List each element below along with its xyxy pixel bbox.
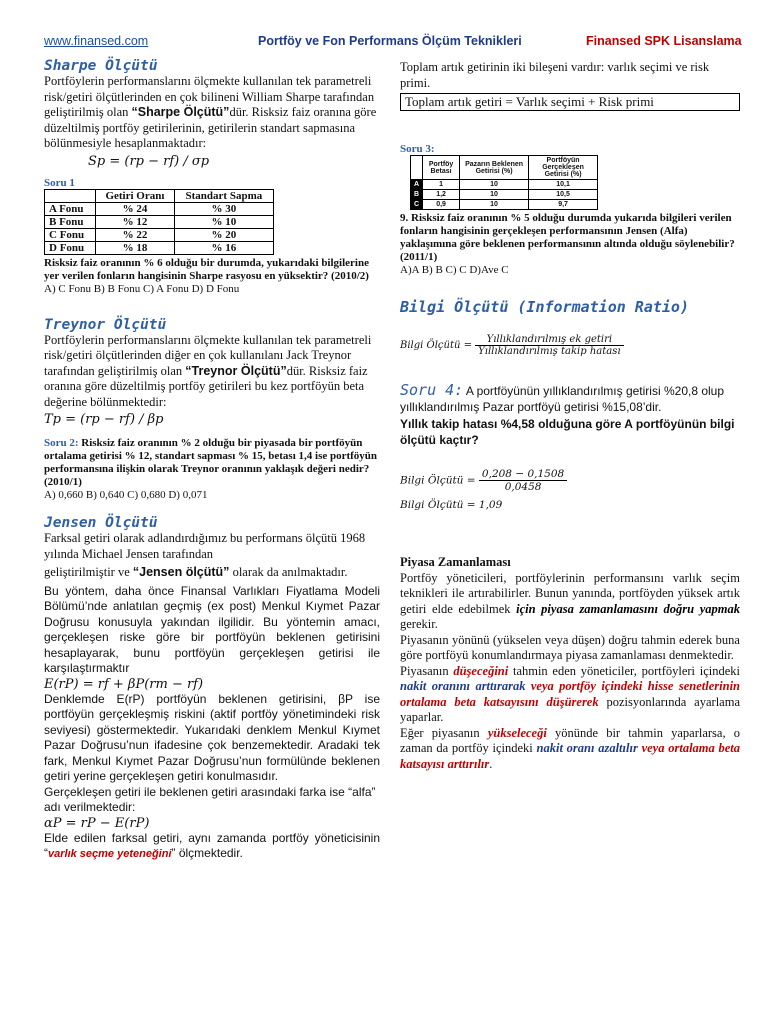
sharpe-text: Portföylerin performanslarını ölçmekte kullanılan tek parametreli risk/getiri ölçütlerinden en çok bilineni William Sharpe tarafından geliştirilmiş olan “Sharpe Ölçütü”dür. Risksiz faiz oranına göre düzeltilmiş portföy getirilerinin, getirilerin standart sapmasına bölünmesiyle hesaplanmaktadır: <box>44 74 377 150</box>
jensen-alpha-text: Gerçekleşen getiri ile beklenen getiri arasındaki farka ise “alfa” adı verilmektedir: <box>44 784 376 814</box>
treynor-heading: Treynor Ölçütü <box>44 316 167 333</box>
jensen-closing: Elde edilen farksal getiri, aynı zamanda portföy yöneticisinin “varlık seçme yeteneğini” ölçmektedir. <box>44 830 380 860</box>
table-row: B 1,2 10 10,5 <box>411 190 598 200</box>
soru4-formula: Bilgi Ölçütü = $\frac{0,208 - 0,1508}{0,0458}$ <box>400 468 740 493</box>
soru3-label: Soru 3: <box>400 143 435 155</box>
jensen-intro: Farksal getiri olarak adlandırdığımız bu performans ölçütü 1968 yılında Michael Jensen tarafından <box>44 531 366 561</box>
soru1-table <box>44 189 274 255</box>
soru1-answers: A) C Fonu B) B Fonu C) A Fonu D) D Fonu <box>44 282 240 295</box>
table-row: B Fonu % 12 % 10 <box>45 215 274 228</box>
piyasa-p4: Eğer piyasanın yükseleceği yönünde bir tahmin yaparlarsa, o zaman da portföy içindeki nakit oranı azaltılır veya ortalama beta katsayısı arttırılır. <box>400 725 741 771</box>
jensen-method: Bu yöntem, daha önce Finansal Varlıkları Fiyatlama Modeli Bölümü’nde anlatılan geçmiş (ex post) Menkul Kıymet Pazar Doğrusu konusuyla yakından ilgilidir. Bu yöntemin amacı, gerçekleşen riske göre bir portföyün beklenen getirisini hesaplayarak, bunu portföyün gerçekleşen getirisi ile karşılaştırmaktır <box>44 583 380 675</box>
soru3-table <box>410 155 598 210</box>
piyasa-heading: Piyasa Zamanlaması <box>400 555 511 569</box>
site-link[interactable]: www.finansed.com <box>44 34 149 48</box>
table-row: C Fonu % 22 % 20 <box>45 228 274 241</box>
jensen-intro-2: geliştirilmiştir ve “Jensen ölçütü” olarak da anılmaktadır. <box>44 565 348 579</box>
table-row: C 0,9 10 9,7 <box>411 200 598 210</box>
soru3-question: 9. Risksiz faiz oranının % 5 olduğu durumda yukarıda bilgileri verilen fonların hangisinin gerçekleşen performansının Jensen (Alfa) yaklaşımına göre beklenen performansının altında olduğu söylenebilir?(2011/1) <box>400 212 735 263</box>
soru2-answers: A) 0,660 B) 0,640 C) 0,680 D) 0,071 <box>44 489 208 501</box>
piyasa-p1: Portföy yöneticileri, portföylerinin performansını varlık seçim teknikleri ile artırabilirler. Bunun yanında, portföyden yüksek artık getiri elde edebilmek için piyasa zamanlamasını doğru yapmak gerekir. <box>400 570 741 631</box>
brand-name: Finansed SPK Lisanslama <box>586 34 742 48</box>
soru1-question: Risksiz faiz oranının % 6 olduğu bir durumda, yukarıdaki bilgilerine yer verilen fonların hangisinin Sharpe rasyosu en yüksektir? (2010/2) <box>44 256 369 282</box>
soru1-label: Soru 1 <box>44 176 75 189</box>
soru2-question: Soru 2: Risksiz faiz oranının % 2 olduğu bir piyasada bir portföyün ortalama getirisi % 12, standart sapması % 15, betası 1,4 ise portföyün performansına ilişkin olarak Treynor oranının yaklaşık değeri nedir? (2010/1) <box>44 437 378 488</box>
table-row: A Fonu % 24 % 30 <box>45 202 274 215</box>
right-column <box>400 60 740 772</box>
table-row: D Fonu % 18 % 16 <box>45 241 274 254</box>
sharpe-formula: Sp = (rp − rf) / σp <box>88 153 210 169</box>
left-column <box>44 58 380 863</box>
bilgi-heading: Bilgi Ölçütü (Information Ratio) <box>400 298 689 316</box>
piyasa-p3: Piyasanın düşeceğini tahmin eden yöneticiler, portföyleri içindeki nakit oranını arttırarak veya portföy içindeki hisse senetlerinin ortalama beta katsayısını düşürerek pozisyonlarında ayarlama yaparlar. <box>400 663 741 724</box>
treynor-text: Portföylerin performanslarını ölçmekte kullanılan tek parametreli risk/getiri ölçütlerinden diğer en çok kullanılanı Jack Treynor tarafından geliştirilmiş olan “Treynor Ölçütü”dür. Risksiz faiz oranına göre düzeltilmiş portföy getirileri bu kez portföyün beta değerine bölünmektedir: <box>44 332 372 409</box>
table-header-row: Portföy Betası Pazarın Beklenen Getirisi (%) Portföyün Gerçekleşen Getirisi (%) <box>411 156 598 180</box>
soru3-answers: A)A B) B C) C D)Ave C <box>400 264 509 276</box>
artik-getiri-text: Toplam artık getirinin iki bileşeni vardır: varlık seçimi ve risk primi. <box>400 60 710 90</box>
table-row: A 1 10 10,1 <box>411 180 598 190</box>
table-header-row: Getiri Oranı Standart Sapma <box>45 189 274 202</box>
artik-getiri-box: Toplam artık getiri = Varlık seçimi + Risk primi <box>400 93 740 111</box>
treynor-formula: Tp = (rp − rf) / βp <box>44 412 164 427</box>
page-title: Portföy ve Fon Performans Ölçüm Teknikleri <box>258 34 522 48</box>
piyasa-p2: Piyasanın yönünü (yükselen veya düşen) doğru tahmin ederek buna göre portföyü konumlandırmaya piyasa zamanlaması denmektedir. <box>400 632 740 662</box>
jensen-explanation: Denklemde E(rP) portföyün beklenen getirisini, βP ise portföyün gerçekleşmiş riskini (aktif portföy yönetimindeki risk seviyesi) göstermektedir. Yukarıdaki denklem Menkul Kıymet Pazar Doğrusu’nun ifadesine çok benzemektedir. Aradaki tek fark, Menkul Kıymet Pazar Doğrusu’nun formülünde beklenen getiri yerine gerçekleşen getiri konulmasıdır. <box>44 691 380 783</box>
soru4-text: Soru 4: A portföyünün yıllıklandırılmış getirisi %20,8 olup yıllıklandırılmış Pazar portföyü getirisi %15,08’dir. <box>400 381 725 414</box>
sharpe-heading: Sharpe Ölçütü <box>44 58 158 74</box>
jensen-formula-2: αP = rP − E(rP) <box>44 815 150 831</box>
soru4-result: Bilgi Ölçütü = 1,09 <box>400 499 503 511</box>
bilgi-formula: Bilgi Ölçütü = $\frac{\text{Yıllıklandırılmış ek getiri}}{\text{Yıllıklandırılmış takip hatası}}$ <box>400 334 740 357</box>
jensen-formula-1: E(rP) = rf + βP(rm − rf) <box>44 676 204 692</box>
soru4-question: Yıllık takip hatası %4,58 olduğuna göre A portföyünün bilgi ölçütü kaçtır? <box>400 417 735 447</box>
jensen-heading: Jensen Ölçütü <box>44 515 158 531</box>
